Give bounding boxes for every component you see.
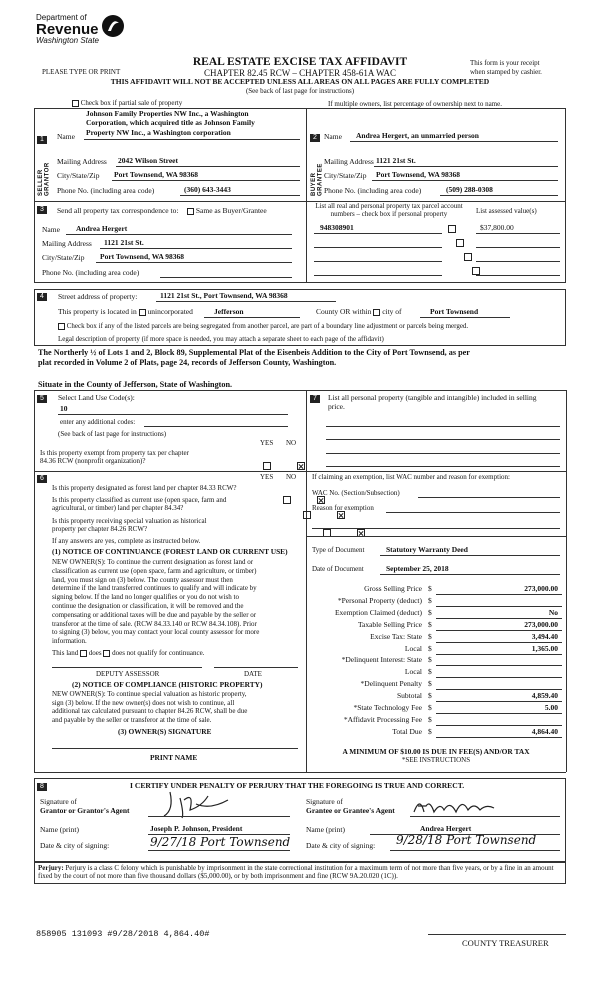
partial-sale-checkbox[interactable] (72, 100, 79, 107)
notice-line: sign (3) below. If the new owner(s) does not wish to continue, all (52, 698, 235, 707)
corr-city-value: Port Townsend, WA 98368 (100, 252, 185, 261)
notice-line: signing below. If the land no longer qualifies or you do not wish to (52, 593, 239, 602)
doc-date-value: September 25, 2018 (386, 564, 449, 573)
corr-mailing-label: Mailing Address (42, 239, 92, 248)
cashier-stamp: 858905 131093 #9/28/2018 4,864.40# (36, 929, 210, 939)
same-as-buyer-label: Same as Buyer/Grantee (195, 206, 267, 215)
grantee-sig-label-1: Signature of (306, 797, 343, 806)
grantee-date-label: Date & city of signing: (306, 841, 376, 850)
corr-phone-label: Phone No. (including area code) (42, 268, 140, 277)
section-3-number: 3 (37, 205, 47, 214)
buyer-side-label: BUYER GRANTEE (311, 163, 324, 196)
notice-line: additional tax calculated pursuant to chapter 84.26 RCW, shall be due (52, 707, 248, 716)
tax-line-label: Exemption Claimed (deduct) (334, 607, 422, 617)
seller-phone-label: Phone No. (including area code) (57, 186, 155, 195)
dollar-sign: $ (428, 607, 432, 617)
owner-signature-label: (3) OWNER(S) SIGNATURE (118, 727, 212, 736)
street-label: Street address of property: (58, 292, 138, 301)
notice-line: continue the designation or classification, it will be removed and the (52, 601, 244, 610)
dollar-sign: $ (428, 643, 432, 653)
notice-line: to signing (3) below, you may contact your local county assessor for more (52, 628, 260, 637)
doc-type-value: Statutory Warranty Deed (386, 545, 468, 554)
grantee-sig-label-2: Grantee or Grantee's Agent (306, 806, 395, 815)
notice-line: compensating or additional taxes will be due and payable by the seller or (52, 610, 257, 619)
does-checkbox[interactable] (80, 650, 87, 657)
situate-line: Situate in the County of Jefferson, State of Washington. (38, 380, 233, 389)
seller-side-label: SELLER GRANTOR (38, 162, 51, 196)
corr-name-value: Andrea Hergert (76, 224, 128, 233)
personal-property-label-1: List all personal property (tangible and intangible) included in selling (328, 393, 537, 402)
seller-name-line-2: Corporation, which acquired title as Johnson Family (86, 118, 255, 127)
county-or-within: County OR within (316, 307, 372, 316)
minimum-note: A MINIMUM OF $10.00 IS DUE IN FEE(S) AND/OR TAX (342, 747, 530, 756)
current-use-yes-checkbox[interactable] (303, 511, 311, 519)
tax-line-label: Total Due (392, 726, 422, 736)
does-label: does (88, 649, 102, 658)
grantor-date-handwritten: 9/27/18 Port Townsend (150, 835, 291, 849)
buyer-phone-label: Phone No. (including area code) (324, 186, 422, 195)
buyer-name-label: Name (324, 132, 342, 141)
dollar-sign: $ (428, 691, 432, 701)
notice-line: determine if the land transferred continues to qualify and will indicate by (52, 584, 257, 593)
seller-phone-value: (360) 643-3443 (184, 185, 231, 194)
form-title: REAL ESTATE EXCISE TAX AFFIDAVIT (192, 56, 408, 68)
yes-header-6: YES (260, 473, 274, 481)
grantor-sig-label-1: Signature of (40, 797, 77, 806)
exempt-question-1: Is this property exempt from property tax per chapter (40, 449, 189, 457)
notice-line: transferor at the time of sale. (RCW 84.33.140 or RCW 84.34.108). Prior (52, 619, 257, 628)
located-in-text: This property is located in (58, 307, 137, 316)
deputy-assessor-label: DEPUTY ASSESSOR (96, 670, 160, 678)
personal-property-label-2: price. (328, 402, 345, 411)
notice-line: NEW OWNER(S): To continue the current designation as forest land or (52, 558, 254, 566)
exemption-label: If claiming an exemption, list WAC number and reason for exemption: (312, 473, 510, 481)
buyer-city-value: Port Townsend, WA 98368 (376, 170, 461, 179)
tax-line-label: Taxable Selling Price (357, 619, 422, 629)
parcel-header: List all real and personal property tax parcel account numbers – check box if personal property (315, 202, 463, 218)
county-treasurer-label: COUNTY TREASURER (462, 938, 549, 948)
segregated-label: Check box if any of the listed parcels are being segregated from another parcel, are part of a boundary line adjustment or parcels being merged. (66, 322, 469, 331)
logo-line-1: Department of (36, 13, 87, 22)
grantee-name-value: Andrea Hergert (420, 824, 472, 833)
personal-property-checkbox[interactable] (448, 225, 456, 233)
assessed-value-header: List assessed value(s) (476, 207, 537, 215)
parcel-number: 948308901 (320, 223, 354, 232)
notice-line: NEW OWNER(S): To continue special valuation as historic property, (52, 690, 247, 698)
notice-line: land, you must sign on (3) below. The county assessor must then (52, 575, 233, 584)
unincorporated-checkbox[interactable] (139, 309, 146, 316)
dollar-sign: $ (428, 679, 432, 689)
tax-line-label: Excise Tax: State (370, 631, 422, 641)
grantee-date-handwritten: 9/28/18 Port Townsend (396, 833, 537, 847)
land-use-label: Select Land Use Code(s): (58, 393, 135, 402)
see-instructions: *SEE INSTRUCTIONS (401, 756, 471, 764)
dollar-sign: $ (428, 619, 432, 629)
multiple-owners-note: If multiple owners, list percentage of ownership next to name. (328, 100, 502, 108)
see-back-note: (See back of last page for instructions) (58, 430, 167, 438)
same-as-buyer-checkbox[interactable] (187, 208, 194, 215)
dollar-sign: $ (428, 667, 432, 677)
grantor-name-label: Name (print) (40, 825, 79, 834)
tax-line-label: *Delinquent Interest: State (341, 655, 422, 665)
print-name-label: PRINT NAME (150, 753, 198, 762)
tax-line-label: Subtotal (396, 691, 422, 701)
grantor-sig-label-2: Grantor or Grantor's Agent (40, 806, 130, 815)
grantor-date-label: Date & city of signing: (40, 841, 110, 850)
county-label (316, 308, 402, 316)
qualify-line (52, 650, 204, 658)
city-of-label: city of (382, 307, 402, 316)
please-type: PLEASE TYPE OR PRINT (42, 68, 121, 76)
tax-line-value: 273,000.00 (524, 584, 558, 593)
additional-codes-label: enter any additional codes: (60, 418, 136, 426)
receipt-note-1: This form is your receipt (470, 59, 540, 67)
does-not-label: does not qualify for continuance. (112, 649, 205, 658)
same-as-buyer-option (187, 207, 267, 215)
exempt-yes-checkbox[interactable] (263, 462, 271, 470)
notice-2-title: (2) NOTICE OF COMPLIANCE (HISTORIC PROPERTY) (72, 680, 263, 689)
segregated-checkbox[interactable] (58, 323, 65, 330)
dollar-sign: $ (428, 584, 432, 593)
section-5-number: 5 (37, 394, 47, 403)
this-land-text: This land (52, 649, 79, 658)
correspondence-label: Send all property tax correspondence to: (57, 206, 179, 215)
city-of-checkbox[interactable] (373, 309, 380, 316)
grantor-name-value: Joseph P. Johnson, President (150, 824, 243, 833)
seller-name-label: Name (57, 132, 75, 141)
county-value: Jefferson (214, 307, 244, 316)
notice-2-body (52, 690, 300, 724)
reason-label: Reason for exemption (312, 504, 374, 512)
corr-city-label: City/State/Zip (42, 253, 85, 262)
dor-logo (36, 14, 99, 46)
exempt-question-2: 84.36 RCW (nonprofit organization)? (40, 457, 146, 465)
buyer-name-value: Andrea Hergert, an unmarried person (356, 131, 479, 140)
warning: THIS AFFIDAVIT WILL NOT BE ACCEPTED UNLESS ALL AREAS ON ALL PAGES ARE FULLY COMPLETED (110, 77, 490, 86)
tax-line-label: *Personal Property (deduct) (337, 595, 422, 605)
section-6-number: 6 (37, 474, 47, 483)
no-header-5: NO (286, 439, 297, 447)
perjury-notice (34, 862, 566, 884)
tax-line-value: 4,864.40 (531, 726, 558, 736)
logo-line-3: Washington State (36, 35, 100, 45)
notice-1-title: (1) NOTICE OF CONTINUANCE (FOREST LAND OR CURRENT USE) (52, 547, 288, 556)
exempt-no-checkbox[interactable] (297, 462, 305, 470)
tax-line-value: 273,000.00 (524, 619, 558, 629)
tax-line-label: Local (404, 643, 422, 653)
buyer-phone-value: (509) 288-0308 (446, 185, 493, 194)
tax-line-value: 5.00 (544, 703, 558, 712)
city-value: Port Townsend (430, 307, 479, 316)
deputy-date-label: DATE (244, 670, 262, 678)
dollar-sign: $ (428, 595, 432, 605)
tax-line-value: No (548, 607, 558, 617)
partial-sale-label: Check box if partial sale of property (80, 99, 183, 108)
section-4-number: 4 (37, 292, 47, 301)
perjury-text: Perjury is a class C felony which is punishable by imprisonment in the state correctional institution for a maximum term of not more than five years, or by a fine in an amount fixed by the court of not more than five thousand dollars ($5,000.00), or by both imprisonment and fine (RCW 9A.20.020 (1C)). (38, 864, 554, 881)
buyer-city-label: City/State/Zip (324, 171, 367, 180)
tax-line-label: Local (404, 667, 422, 677)
dollar-sign: $ (428, 655, 432, 665)
section-2-number: 2 (310, 133, 320, 142)
tax-line-label: *State Technology Fee (353, 703, 422, 712)
tax-line-value: 3,494.40 (531, 631, 558, 641)
partial-sale-option (72, 100, 182, 108)
wac-label: WAC No. (Section/Subsection) (312, 489, 400, 497)
grantee-name-label: Name (print) (306, 825, 345, 834)
seller-mailing-value: 2042 Wilson Street (118, 156, 179, 165)
section-8-number: 8 (37, 782, 47, 791)
tax-line-value: 1,365.00 (531, 643, 558, 653)
buyer-mailing-label: Mailing Address (324, 157, 374, 166)
section-7-number: 7 (310, 394, 320, 403)
notice-1-body (52, 558, 300, 646)
tax-line-label: *Delinquent Penalty (360, 679, 422, 689)
perjury-label: Perjury: (38, 864, 64, 872)
no-header-6: NO (286, 473, 297, 481)
segregated-option (58, 323, 468, 331)
legal-line-1: The Northerly ½ of Lots 1 and 2, Block 89, Supplemental Plat of the Eisenbeis Addition to the City of Port Townsend, as per (38, 348, 470, 357)
forest-question: Is this property designated as forest land per chapter 84.33 RCW? (52, 484, 237, 492)
dor-logo-icon (100, 13, 126, 39)
corr-mailing-value: 1121 21st St. (104, 238, 144, 247)
personal-property-checkbox[interactable] (464, 253, 472, 261)
personal-property-checkbox[interactable] (456, 239, 464, 247)
tax-line-label: *Affidavit Processing Fee (343, 714, 422, 724)
personal-property-checkbox[interactable] (472, 267, 480, 275)
receipt-note-2: when stamped by cashier. (470, 68, 542, 76)
yes-header-5: YES (260, 439, 274, 447)
doc-type-label: Type of Document (312, 546, 365, 554)
dollar-sign: $ (428, 703, 432, 712)
unincorporated-label: unincorporated (147, 307, 193, 316)
seller-city-label: City/State/Zip (57, 171, 100, 180)
tax-line-label: Gross Selling Price (364, 584, 422, 593)
current-use-question-1: Is this property classified as current use (open space, farm and (52, 496, 227, 504)
seller-name-line-1: Johnson Family Properties NW Inc., a Washington (86, 109, 249, 118)
current-use-question-2: agricultural, or timber) land per chapter 84.34? (52, 504, 184, 512)
if-yes-note: If any answers are yes, complete as instructed below. (52, 537, 201, 545)
street-value: 1121 21st St., Port Townsend, WA 98368 (160, 291, 288, 300)
dollar-sign: $ (428, 631, 432, 641)
doc-date-label: Date of Document (312, 565, 364, 573)
seller-mailing-label: Mailing Address (57, 157, 107, 166)
legal-label: Legal description of property (if more space is needed, you may attach a separate sheet to each page of the affidavit) (58, 335, 384, 343)
legal-line-2: plat recorded in Volume 2 of Plats, page 24, records of Jefferson County, Washington. (38, 358, 337, 367)
tax-line-value: 4,859.40 (531, 691, 558, 701)
dollar-sign: $ (428, 726, 432, 736)
notice-line: classification as current use (open space, farm and agriculture, or timber) (52, 566, 257, 575)
historic-question-1: Is this property receiving special valuation as historical (52, 517, 207, 525)
section-1-number: 1 (37, 135, 47, 144)
corr-name-label: Name (42, 225, 60, 234)
instructions-note: (See back of last page for instructions) (245, 87, 355, 95)
form-subtitle: CHAPTER 82.45 RCW – CHAPTER 458-61A WAC (204, 68, 396, 78)
certify-text: I CERTIFY UNDER PENALTY OF PERJURY THAT THE FOREGOING IS TRUE AND CORRECT. (130, 781, 465, 790)
notice-line: and payable by the seller or transferor at the time of sale. (52, 715, 212, 724)
dollar-sign: $ (428, 714, 432, 724)
notice-line: information. (52, 637, 87, 646)
located-label (58, 308, 193, 316)
land-use-code: 10 (60, 404, 68, 413)
forest-yes-checkbox[interactable] (283, 496, 291, 504)
does-not-checkbox[interactable] (103, 650, 110, 657)
assessed-value: $37,800.00 (480, 223, 514, 232)
buyer-mailing-value: 1121 21st St. (376, 156, 416, 165)
seller-city-value: Port Townsend, WA 98368 (114, 170, 199, 179)
logo-line-2: Revenue (36, 20, 99, 38)
historic-question-2: property per chapter 84.26 RCW? (52, 525, 148, 533)
seller-name-line-3: Property NW Inc., a Washington corporation (86, 128, 231, 137)
